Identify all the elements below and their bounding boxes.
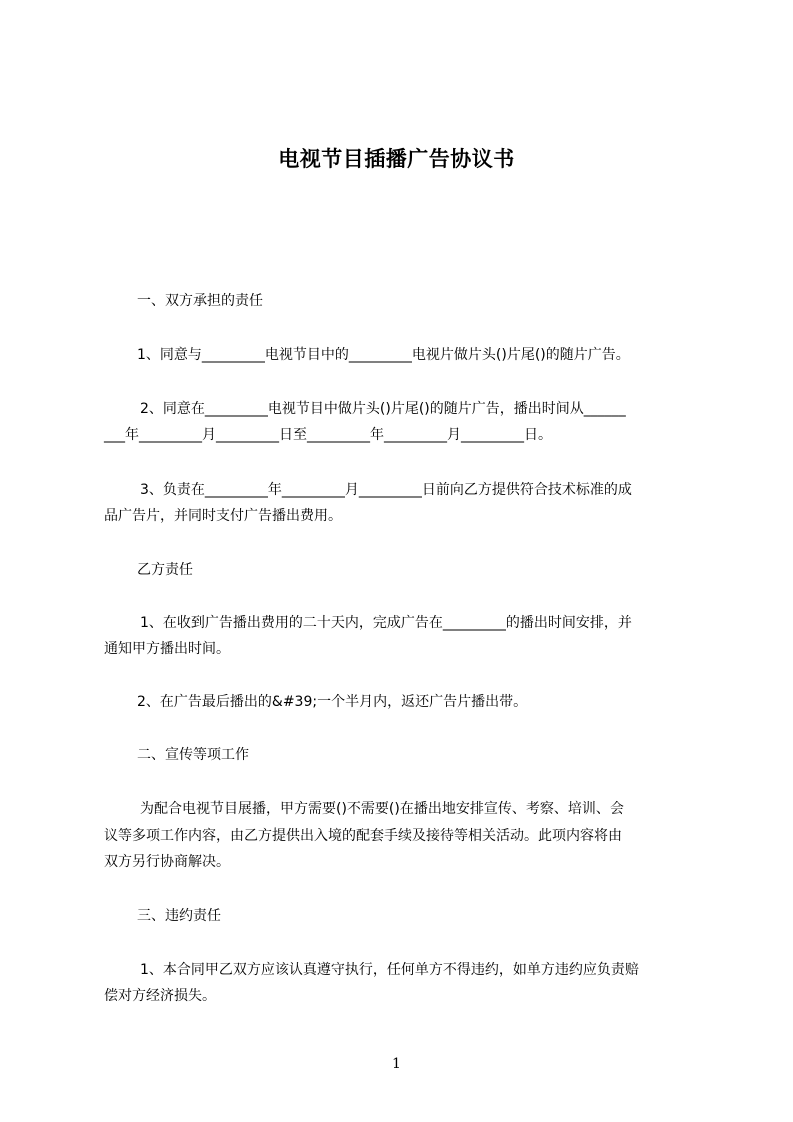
section2-para-line2: 议等多项工作内容，由乙方提供出入境的配套手续及接待等相关活动。此项内容将由 (104, 828, 622, 844)
section2-para-line3: 双方另行协商解决。 (104, 854, 230, 870)
section1-item3-line1: 3、负责在_________年_________月_________日前向乙方提供符合技术标准的成 (140, 482, 632, 498)
section1-item2-line2: ___年_________月_________日至_________年_________月_________日。 (104, 427, 552, 443)
section2-para-line1: 为配合电视节目展播，甲方需要()不需要()在播出地安排宣传、考察、培训、会 (140, 801, 624, 817)
partyB-item2: 2、在广告最后播出的&#39;一个半月内，返还广告片播出带。 (137, 694, 528, 710)
section1-item1: 1、同意与_________电视节目中的_________电视片做片头()片尾()的随片广告。 (137, 347, 630, 363)
page-number: 1 (392, 1056, 401, 1072)
document-title: 电视节目插播广告协议书 (278, 147, 515, 171)
partyB-heading: 乙方责任 (137, 562, 193, 578)
section3-item1-line2: 偿对方经济损失。 (104, 988, 216, 1004)
partyB-item1-line1: 1、在收到广告播出费用的二十天内，完成广告在_________的播出时间安排，并 (140, 615, 632, 631)
section1-item2-line1: 2、同意在_________电视节目中做片头()片尾()的随片广告，播出时间从______ (140, 401, 626, 417)
partyB-item1-line2: 通知甲方播出时间。 (104, 641, 230, 657)
section3-item1-line1: 1、本合同甲乙双方应该认真遵守执行，任何单方不得违约，如单方违约应负责赔 (140, 962, 639, 978)
section1-heading: 一、双方承担的责任 (137, 293, 263, 309)
section2-heading: 二、宣传等项工作 (137, 747, 249, 763)
section1-item3-line2: 品广告片，并同时支付广告播出费用。 (104, 508, 342, 524)
section3-heading: 三、违约责任 (137, 908, 221, 924)
